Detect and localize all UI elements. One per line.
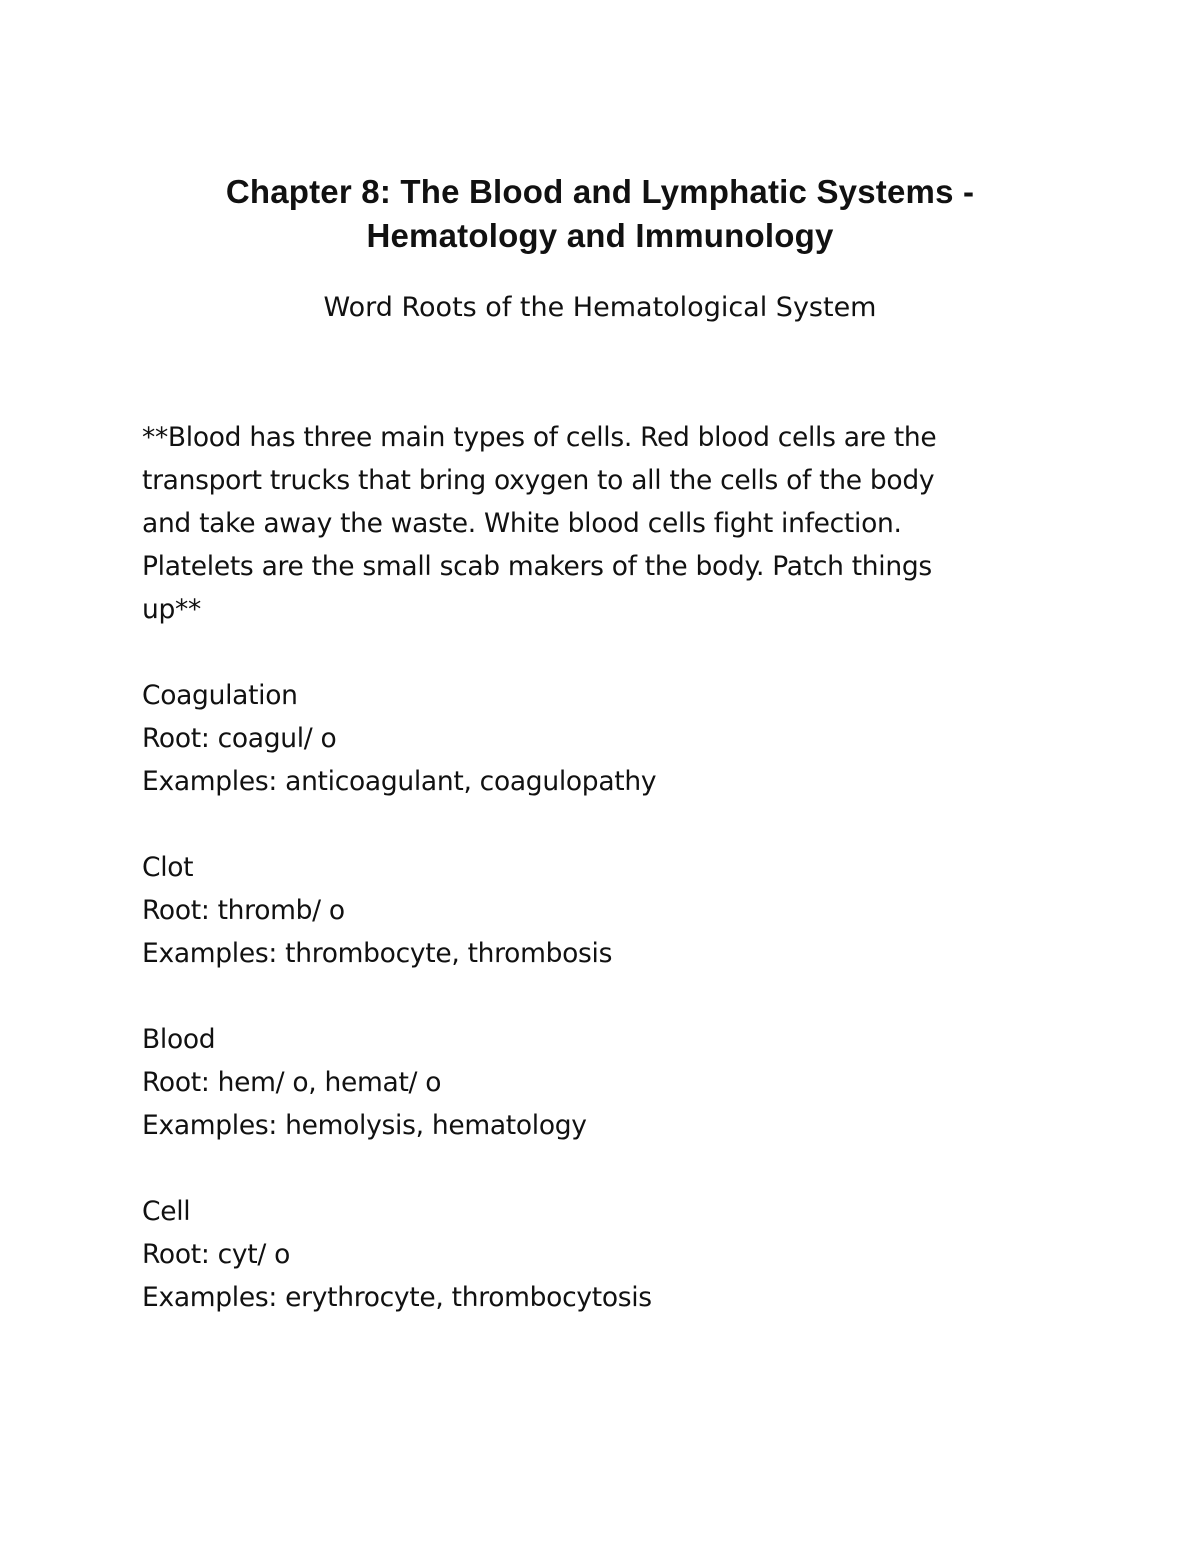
title-line-2: Hematology and Immunology: [366, 217, 834, 254]
entry-examples: Examples: anticoagulant, coagulopathy: [142, 766, 657, 797]
entry-term: Blood: [142, 1024, 216, 1055]
entry-examples: Examples: thrombocyte, thrombosis: [142, 938, 613, 969]
intro-line: and take away the waste. White blood cells fight infection.: [142, 508, 902, 539]
title-line-1: Chapter 8: The Blood and Lymphatic Systems -: [225, 173, 975, 210]
section-subtitle: Word Roots of the Hematological System: [323, 292, 877, 323]
entry-term: Coagulation: [142, 680, 298, 711]
entry-root: Root: hem/ o, hemat/ o: [142, 1067, 442, 1098]
intro-line: transport trucks that bring oxygen to all the cells of the body: [142, 465, 935, 496]
intro-paragraph: [142, 416, 1042, 631]
entry-examples: Examples: hemolysis, hematology: [142, 1110, 587, 1141]
word-root-entry-coagulation: [142, 674, 1042, 803]
entry-term: Clot: [142, 852, 194, 883]
entry-root: Root: thromb/ o: [142, 895, 345, 926]
intro-line: **Blood has three main types of cells. Red blood cells are the: [142, 422, 937, 453]
entry-term: Cell: [142, 1196, 191, 1227]
word-root-entry-cell: [142, 1190, 1042, 1319]
entry-root: Root: coagul/ o: [142, 723, 337, 754]
intro-line: Platelets are the small scab makers of the body. Patch things: [142, 551, 932, 582]
word-root-entry-blood: [142, 1018, 1042, 1147]
intro-line: up**: [142, 594, 201, 625]
entry-examples: Examples: erythrocyte, thrombocytosis: [142, 1282, 652, 1313]
word-root-entry-clot: [142, 846, 1042, 975]
entry-root: Root: cyt/ o: [142, 1239, 290, 1270]
page-title: [0, 170, 1200, 258]
